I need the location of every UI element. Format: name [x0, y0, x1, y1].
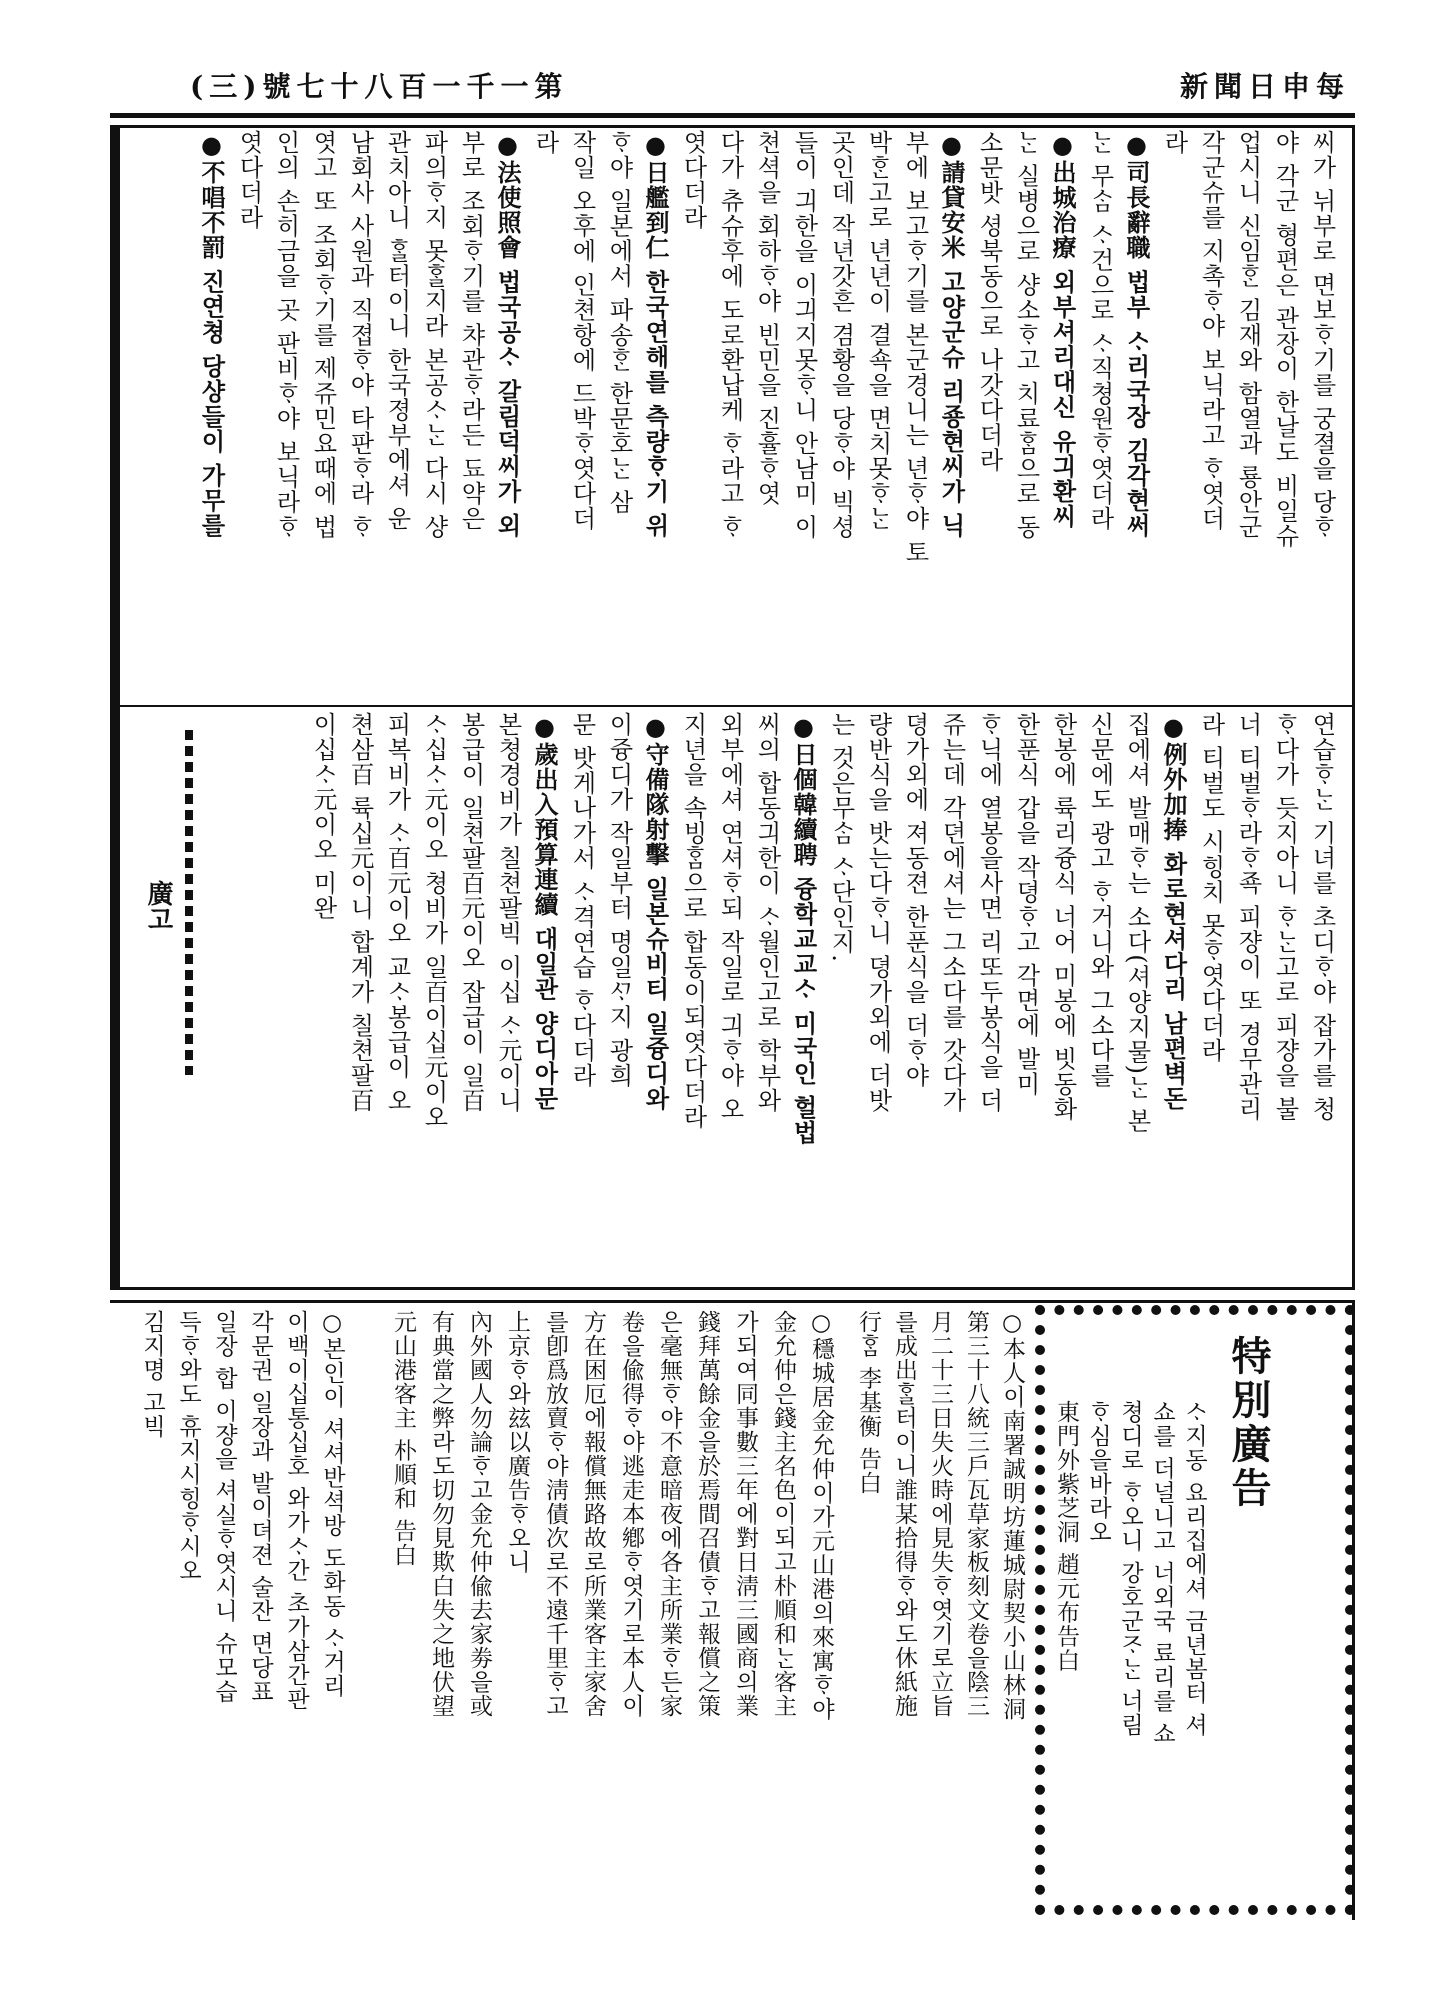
issue-number: (三)號七十八百一千一第	[190, 70, 569, 103]
article-line: 쳔셕을 회하ᄒᆞ야 빈민을 진휼ᄒᆞ엿	[753, 130, 781, 506]
notice-line: 第三十八統三戶瓦草家板刻文卷을陰三	[963, 1310, 989, 1718]
article-line: 씨가 뉘부로 면보ᄒᆞ기를 궁졀을 당ᄒᆞ	[1308, 130, 1336, 540]
article-line: 이즁디가 작일부터 명일ᄭᆞ지 광희	[605, 712, 633, 1088]
article-line: 쳔삼百 륙십元이니 합계가 칠쳔팔百	[346, 712, 374, 1113]
article-line: 들이 긔한을 이긔지못ᄒᆞ니 안남미 이	[790, 130, 818, 540]
notice-line: ○본인이 셔셔반셕방 도화동 ᄉᆞ거리	[319, 1310, 345, 1698]
special-ad-body	[1053, 1400, 1210, 1890]
article-line: 부로 조회ᄒᆞ기를 챠관ᄒᆞ라든 됴약은	[457, 130, 485, 531]
notice-line: 月二十三日失火時에見失ᄒᆞ엿기로立旨	[927, 1310, 953, 1718]
ad-line: 쳥디로 ᄒᆞ오니 강호군ᄌᆞᄂᆞᆫ 너림	[1117, 1400, 1143, 1737]
notice-wonsan	[355, 1310, 840, 1910]
masthead-rule	[110, 113, 1355, 118]
article-heading: ●請貸安米 고양군슈 리죵현씨가 닉	[937, 130, 966, 539]
article-line: 엿고 또 조회ᄒᆞ기를 제쥬민요때에 법	[309, 130, 337, 540]
article-line: 각군슈를 지촉ᄒᆞ야 보닉라고 ᄒᆞ엿더	[1197, 130, 1225, 531]
article-line: 소문밧 셩북동으로 나갓다더라	[975, 130, 1003, 473]
article-line: 엿다더라	[679, 130, 707, 230]
notice-line: 각문권 일장과 발이뎌젼 술잔 면당표	[247, 1310, 273, 1704]
article-line: 씨의 합동긔한이 ᄉᆞ월인고로 학부와	[753, 712, 781, 1113]
article-heading: ●日個韓續聘 즁학교교ᄉᆞ 미국인 헐법	[789, 712, 818, 1146]
masthead	[190, 64, 1350, 106]
ad-label: 廣고	[143, 880, 173, 932]
article-line: 라	[531, 130, 559, 155]
article-line: 인의 손히금을 곳 판비ᄒᆞ야 보닉라ᄒᆞ	[272, 130, 300, 540]
article-line: 야 각군 형편은 관장이 한날도 비일슈	[1271, 130, 1299, 549]
article-line: 관치아니 ᄒᆞᆯ터이니 한국졍부에셔 운	[383, 130, 411, 531]
notice-line: 錢拜萬餘金을於焉間召債ᄒᆞ고報償之策	[694, 1310, 720, 1718]
article-line: 업시니 신임ᄒᆞᆫ 김재와 함열과 룡안군	[1234, 130, 1262, 540]
ad-line: ᄉᆞ지동 요리집에셔 금년봄터 셔	[1181, 1400, 1207, 1737]
notice-line: 득ᄒᆞ와도 휴지시힝ᄒᆞ시오	[175, 1310, 201, 1583]
ad-line: 東門外紫芝洞 趙元布告白	[1053, 1400, 1079, 1673]
article-line: 라	[1160, 130, 1188, 155]
notice-line: 를卽爲放賣ᄒᆞ야淸債次로不遠千里ᄒᆞ고	[542, 1310, 568, 1718]
article-heading: ●不唱不罰 진연쳥 당샹들이 가무를	[197, 130, 226, 539]
notice-line: 元山港客主 朴順和 告白	[390, 1310, 416, 1567]
article-heading: ●日艦到仁 한국연해를 측량ᄒᆞ기 위	[641, 130, 670, 539]
notice-line: 卷을偸得ᄒᆞ야逃走本鄕ᄒᆞ엿기로本人이	[618, 1310, 644, 1718]
middle-articles	[255, 712, 1340, 1282]
notice-line: 를成出ᄒᆞᆯ터이니誰某拾得ᄒᆞ와도休紙施	[891, 1310, 917, 1718]
article-line: ᄒᆞ닉에 열봉을사면 리또두봉식을 더	[975, 712, 1003, 1113]
notice-line: 은毫無ᄒᆞ야不意暗夜에各主所業ᄒᆞ든家	[656, 1310, 682, 1718]
article-line: 이십ᄉᆞ元이오 미완	[309, 712, 337, 921]
notice-line: 有典當之弊라도切勿見欺白失之地伏望	[428, 1310, 454, 1718]
ad-line: 쇼를 더널니고 너외국 료리를 쇼	[1149, 1400, 1175, 1746]
article-line: ᄂᆞᆫ 실병으로 샹소ᄒᆞ고 치료ᄒᆞᆷ으로 동	[1012, 130, 1040, 540]
article-line: 다가 츄슈후에 도로환납케 ᄒᆞ라고 ᄒᆞ	[716, 130, 744, 540]
article-line: ᄒᆞ다가 듯지아니 ᄒᆞᄂᆞᆫ고로 피쟝을 불	[1271, 712, 1299, 1122]
article-line: 뎡가외에 져동젼 한푼식을 더ᄒᆞ야	[901, 712, 929, 1088]
article-line: ᄂᆞᆫ 무ᄉᆞᆷ ᄉᆞ건으로 ᄉᆞ직쳥원ᄒᆞ엿더라	[1086, 130, 1114, 531]
notice-line: 김지명 고빅	[139, 1310, 165, 1439]
article-line: 신문에도 광고 ᄒᆞ거니와 그소다를	[1086, 712, 1114, 1088]
ad-line: ᄒᆞ심을바라오	[1085, 1400, 1111, 1544]
notice-line: 일장 합 이쟝을 셔실ᄒᆞ엿시니 슈모습	[211, 1310, 237, 1704]
article-heading: ●法使照會 법국공ᄉᆞ 갈림덕씨가 외	[493, 130, 522, 539]
ornament-rule	[185, 730, 193, 1075]
article-heading: ●司長辭職 법부 ᄉᆞ리국장 김각현써	[1122, 130, 1151, 539]
article-line: 한봉에 륙리즁식 너어 미봉에 빗동화	[1049, 712, 1077, 1122]
article-line: 한푼식 갑을 작뎡ᄒᆞ고 각면에 발미	[1012, 712, 1040, 1097]
article-line: ᄉᆞ십ᄉᆞ元이오 쳥비가 일百이십元이오	[420, 712, 448, 1130]
notice-line: 上京ᄒᆞ와玆以廣告ᄒᆞ오니	[504, 1310, 530, 1574]
notice-line: 가되여同事數三年에對日淸三國商의業	[732, 1310, 758, 1718]
article-line: ᄒᆞ야 일본에서 파송ᄒᆞᆫ 한문호ᄂᆞᆫ 삼	[605, 130, 633, 515]
article-line: 박ᄒᆞᆫ고로 년년이 결쇽을 면치못ᄒᆞᄂᆞᆫ	[864, 130, 892, 531]
article-line: 작일 오후에 인쳔항에 드박ᄒᆞ엿다더	[568, 130, 596, 531]
notice-lost-deed	[845, 1310, 1030, 1910]
article-line: 연습ᄒᆞᄂᆞᆫ 기녀를 초디ᄒᆞ야 잡가를 청	[1308, 712, 1336, 1122]
notice-line: 이백이십통십호 와가ᄉᆞ간 초가삼간판	[283, 1310, 309, 1711]
notice-line: ○穩城居金允仲이가元山港의來寓ᄒᆞ야	[808, 1310, 834, 1721]
article-line: 봉급이 일쳔팔百元이오 잡급이 일百	[457, 712, 485, 1113]
article-heading: ●守備隊射擊 일본슈비티 일즁디와	[641, 712, 670, 1111]
article-heading: ●歲出入預算連續 대일관 양디아문	[530, 712, 559, 1111]
special-ad-title: 特別廣告	[1225, 1335, 1272, 1511]
notice-line: 金允仲은錢主名色이되고朴順和ᄂᆞᆫ客主	[770, 1310, 796, 1718]
article-line: 쥬는데 각뎐에셔는 그소다를 갓다가	[938, 712, 966, 1113]
article-line: 곳인데 작년갓흔 겸황을 당ᄒᆞ야 빅셩	[827, 130, 855, 540]
article-line: 남회사 사원과 직졉ᄒᆞ야 타판ᄒᆞ라 ᄒᆞ	[346, 130, 374, 540]
section-divider	[120, 705, 1355, 707]
notice-line: 方在困厄에報償無路故로所業客主家舍	[580, 1310, 606, 1718]
article-line: 지년을 속빙ᄒᆞᆷ으로 합동이되엿다더라	[679, 712, 707, 1130]
article-line: 부에 보고ᄒᆞ기를 본군경니는 년ᄒᆞ야 토	[901, 130, 929, 565]
notice-line: 內外國人勿論ᄒᆞ고金允仲偸去家劵을或	[466, 1310, 492, 1718]
article-line: 피복비가 ᄉᆞ百元이오 교ᄉᆞ봉급이 오	[383, 712, 411, 1113]
article-heading: ●例外加捧 화로현셔다리 남편벽돈	[1159, 712, 1188, 1111]
article-heading: ●出城治療 외부셔리대신 유긔환씨	[1048, 130, 1077, 529]
article-line: 집에셔 발매ᄒᆞ는 소다(셔양지물)ᄂᆞᆫ 본	[1123, 712, 1151, 1134]
article-line: 너 티벌ᄒᆞ라ᄒᆞ죡 피쟝이 또 경무관리	[1234, 712, 1262, 1122]
article-line: 파의ᄒᆞ지 못ᄒᆞᆯ지라 본공ᄉᆞᄂᆞᆫ 다시 샹	[420, 130, 448, 540]
article-line: 량반식을 밧는다ᄒᆞ니 뎡가외에 더밧	[864, 712, 892, 1113]
notice-line: 行ᄒᆞᆷ 李基衡 告白	[855, 1310, 881, 1495]
newspaper-title: 新聞日申每	[1179, 70, 1350, 103]
top-articles	[125, 130, 1340, 700]
article-line: 라 티벌도 시힝치 못ᄒᆞ엿다더라	[1197, 712, 1225, 1063]
article-line: 엿다더라	[235, 130, 263, 230]
article-line: 문 밧게나가서 ᄉᆞ격연습 ᄒᆞ다더라	[568, 712, 596, 1088]
notice-dohwa	[140, 1310, 350, 1910]
article-line: 본쳥경비가 칠쳔팔빅 이십 ᄉᆞ元이니	[494, 712, 522, 1113]
article-line: 외부에셔 연셔ᄒᆞ되 작일로 긔ᄒᆞ야 오	[716, 712, 744, 1122]
frame-left-bar	[112, 125, 120, 1290]
article-line: 는 것은무ᄉᆞᆷ ᄉᆞ단인지.	[827, 712, 855, 963]
notice-line: ○本人이南署誠明坊蓮城尉契小山林洞	[999, 1310, 1025, 1721]
